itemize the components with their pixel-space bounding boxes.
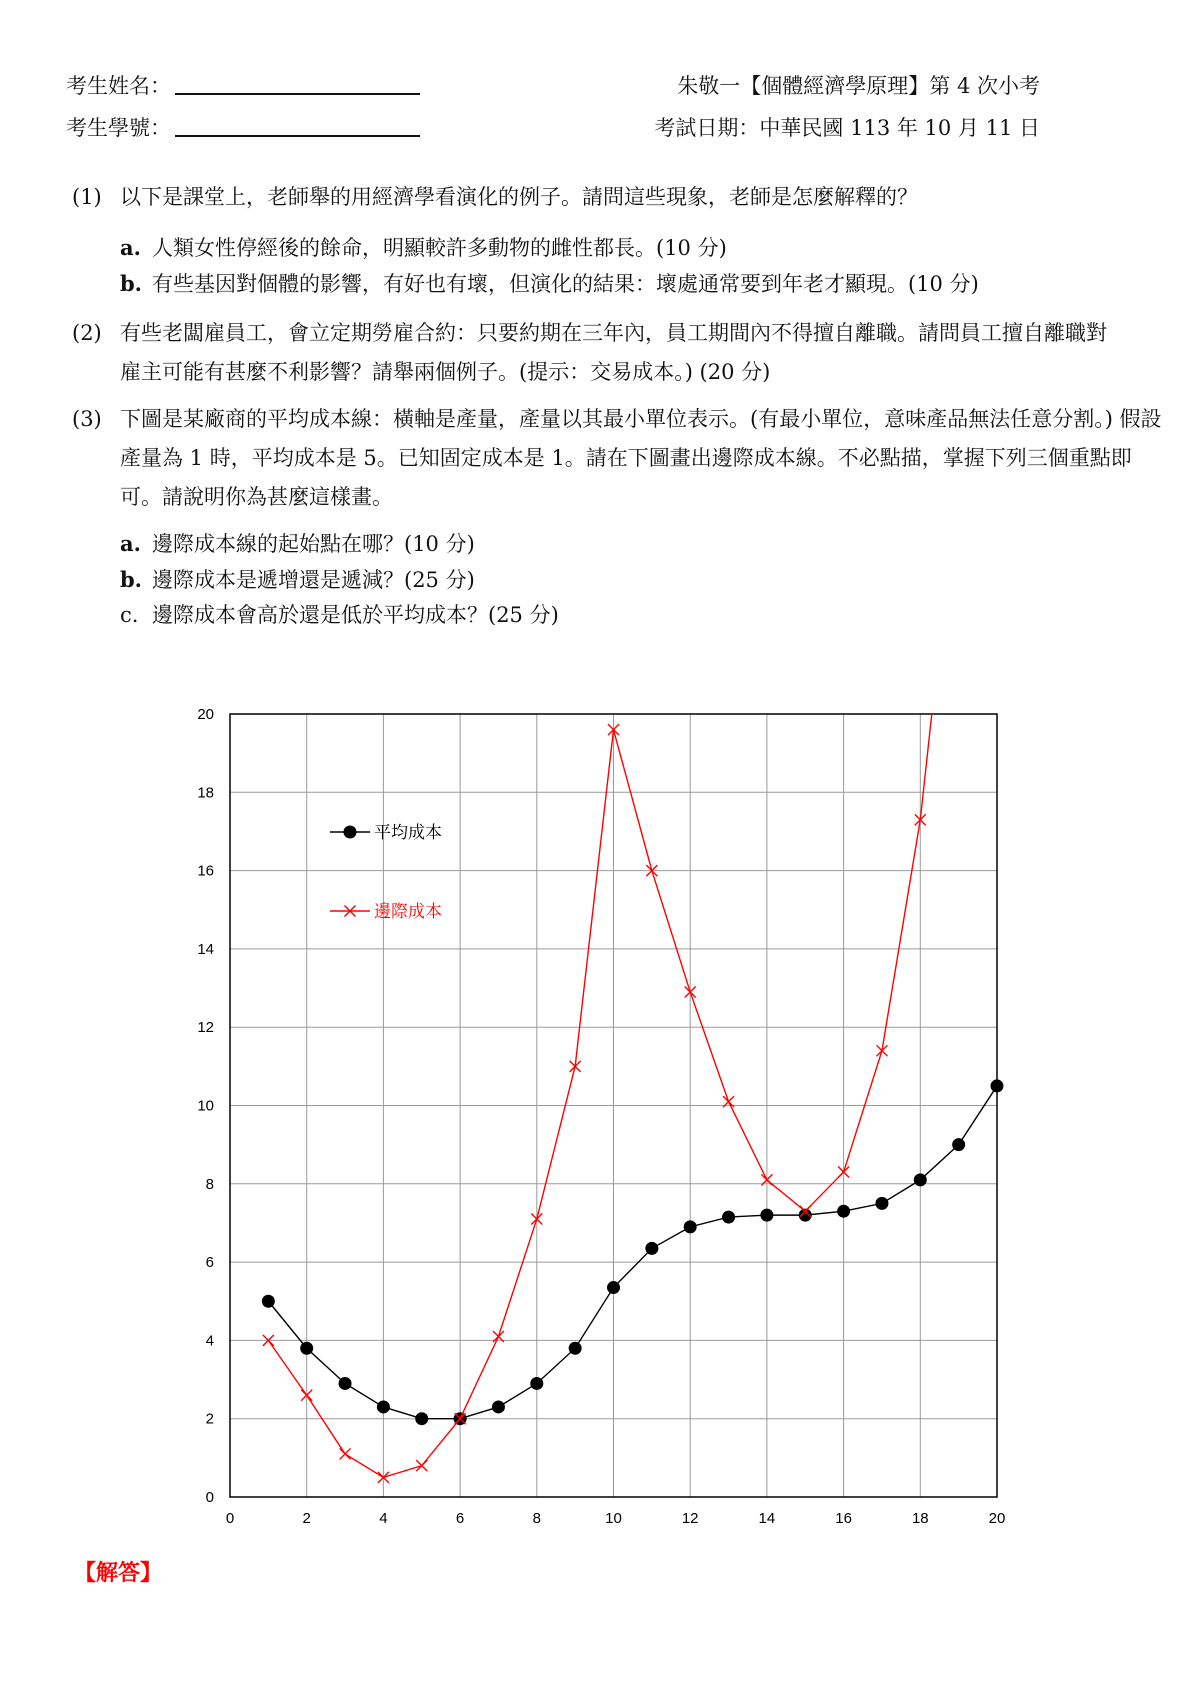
average-cost-point bbox=[530, 1377, 543, 1390]
id-label: 考生學號： bbox=[66, 116, 171, 140]
sub-text: 有些基因對個體的影響，有好也有壞，但演化的結果：壞處通常要到年老才顯現。(10 分) bbox=[152, 272, 979, 296]
average-cost-point bbox=[262, 1295, 275, 1308]
x-tick-label: 16 bbox=[835, 1510, 852, 1527]
average-cost-point bbox=[415, 1412, 428, 1425]
sub-text: 邊際成本是遞增還是遞減？(25 分) bbox=[152, 568, 475, 592]
y-tick-label: 10 bbox=[197, 1097, 214, 1115]
sub-label: a. bbox=[120, 531, 141, 556]
course-title: 朱敬一【個體經濟學原理】第 4 次小考 bbox=[677, 74, 1040, 98]
legend-label: 平均成本 bbox=[374, 823, 442, 843]
average-cost-series bbox=[268, 1086, 997, 1419]
marginal-cost-point bbox=[340, 1448, 351, 1459]
question-number: (2) bbox=[72, 321, 102, 345]
legend-marginal-cost bbox=[330, 902, 442, 922]
series-line bbox=[268, 1086, 997, 1419]
x-tick-label: 14 bbox=[758, 1510, 776, 1527]
legend-label: 邊際成本 bbox=[374, 902, 442, 922]
average-cost-point bbox=[492, 1400, 505, 1413]
x-tick-label: 10 bbox=[605, 1510, 622, 1527]
answer-label: 【解答】 bbox=[74, 1560, 163, 1586]
y-tick-label: 0 bbox=[205, 1489, 214, 1506]
average-cost-point bbox=[837, 1205, 850, 1218]
average-cost-point bbox=[875, 1197, 888, 1210]
x-tick-label: 6 bbox=[455, 1510, 465, 1527]
y-tick-label: 14 bbox=[197, 940, 214, 958]
y-tick-label: 4 bbox=[205, 1332, 214, 1350]
sub-label: b. bbox=[120, 567, 142, 592]
average-cost-point bbox=[607, 1281, 620, 1294]
x-tick-label: 20 bbox=[988, 1510, 1006, 1527]
y-tick-label: 12 bbox=[197, 1019, 214, 1037]
x-tick-label: 0 bbox=[225, 1510, 235, 1527]
y-tick-label: 8 bbox=[205, 1175, 214, 1193]
question-number: (3) bbox=[72, 407, 102, 431]
sub-label: c. bbox=[120, 603, 139, 627]
x-tick-label: 4 bbox=[379, 1510, 388, 1527]
average-cost-point bbox=[760, 1209, 773, 1222]
series-line bbox=[268, 714, 931, 1477]
marginal-cost-point bbox=[416, 1460, 427, 1471]
y-tick-label: 16 bbox=[197, 862, 214, 880]
average-cost-point bbox=[377, 1400, 390, 1413]
x-tick-label: 8 bbox=[532, 1510, 541, 1527]
y-tick-label: 18 bbox=[197, 784, 214, 802]
average-cost-point bbox=[645, 1242, 658, 1255]
x-tick-label: 2 bbox=[302, 1510, 311, 1527]
marginal-cost-series bbox=[268, 714, 931, 1477]
y-tick-label: 6 bbox=[205, 1254, 214, 1272]
x-tick-label: 18 bbox=[911, 1510, 929, 1527]
question-text: 以下是課堂上，老師舉的用經濟學看演化的例子。請問這些現象，老師是怎麼解釋的？ bbox=[120, 185, 918, 209]
legend-marker bbox=[344, 826, 357, 839]
sub-text: 人類女性停經後的餘命，明顯較許多動物的雌性都長。(10 分) bbox=[152, 236, 727, 260]
average-cost-point bbox=[914, 1173, 927, 1186]
question-text: 有些老闆雇員工，會立定期勞雇合約：只要約期在三年內，員工期間內不得擅自離職。請問員工擅自離職對雇主可能有甚麼不利影響？請舉兩個例子。(提示：交易成本。) (20 分) bbox=[120, 321, 1107, 384]
average-cost-point bbox=[339, 1377, 352, 1390]
sub-label: a. bbox=[120, 235, 141, 260]
average-cost-point bbox=[991, 1079, 1004, 1092]
x-tick-label: 12 bbox=[681, 1510, 699, 1527]
average-cost-point bbox=[569, 1342, 582, 1355]
exam-date: 考試日期：中華民國 113 年 10 月 11 日 bbox=[654, 116, 1040, 140]
y-tick-label: 2 bbox=[205, 1410, 214, 1428]
y-tick-label: 20 bbox=[197, 706, 214, 723]
sub-text: 邊際成本會高於還是低於平均成本？(25 分) bbox=[152, 603, 559, 627]
sub-label: b. bbox=[120, 271, 142, 296]
average-cost-point bbox=[722, 1211, 735, 1224]
sub-text: 邊際成本線的起始點在哪？(10 分) bbox=[152, 532, 475, 556]
average-cost-point bbox=[952, 1138, 965, 1151]
average-cost-point bbox=[684, 1220, 697, 1233]
average-cost-point bbox=[300, 1342, 313, 1355]
name-label: 考生姓名： bbox=[66, 74, 171, 98]
question-number: (1) bbox=[72, 185, 102, 209]
question-text: 下圖是某廠商的平均成本線：橫軸是產量，產量以其最小單位表示。(有最小單位，意味產品無法任意分割。) 假設產量為 1 時，平均成本是 5。已知固定成本是 1。請在下圖畫出邊際成本線。不必點描，掌握下列三個重點即可。請說明你為甚麼這樣畫。 bbox=[120, 407, 1162, 509]
